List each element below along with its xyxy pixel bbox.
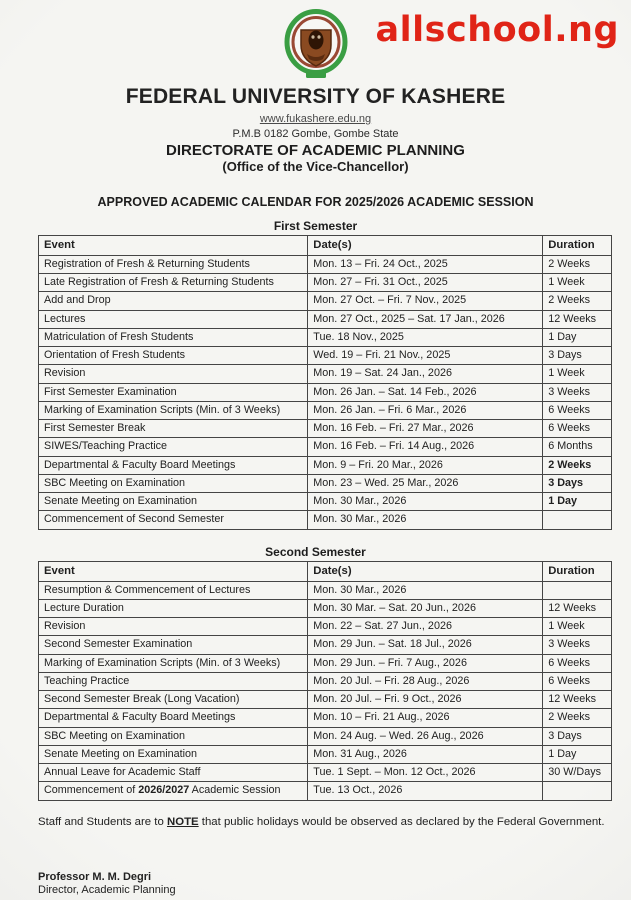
- signature-block: [38, 871, 631, 896]
- date-cell: Mon. 24 Aug. – Wed. 26 Aug., 2026: [308, 727, 543, 745]
- table-row: [39, 401, 612, 419]
- allschool-watermark: allschool.ng: [375, 10, 619, 50]
- table-row: [39, 511, 612, 529]
- event-cell: Commencement of 2026/2027 Academic Session: [39, 782, 308, 800]
- date-cell: Tue. 13 Oct., 2026: [308, 782, 543, 800]
- website-link[interactable]: www.fukashere.edu.ng: [259, 113, 372, 125]
- event-cell: Second Semester Examination: [39, 636, 308, 654]
- duration-cell: 1 Day: [543, 745, 612, 763]
- column-header: Event: [39, 561, 308, 581]
- duration-cell: 3 Weeks: [543, 636, 612, 654]
- duration-cell: 6 Weeks: [543, 654, 612, 672]
- event-cell: Annual Leave for Academic Staff: [39, 764, 308, 782]
- duration-cell: [543, 581, 612, 599]
- calendar-title: APPROVED ACADEMIC CALENDAR FOR 2025/2026 ACADEMIC SESSION: [97, 195, 534, 209]
- date-cell: Wed. 19 – Fri. 21 Nov., 2025: [308, 347, 543, 365]
- event-cell: Matriculation of Fresh Students: [39, 328, 308, 346]
- date-cell: Mon. 26 Jan. – Sat. 14 Feb., 2026: [308, 383, 543, 401]
- date-cell: Mon. 27 – Fri. 31 Oct., 2025: [308, 274, 543, 292]
- holiday-note: [38, 814, 612, 832]
- duration-cell: 12 Weeks: [543, 691, 612, 709]
- date-cell: Mon. 30 Mar., 2026: [308, 493, 543, 511]
- table-row: [39, 764, 612, 782]
- note-prefix: Staff and Students are to: [38, 815, 167, 828]
- date-cell: Mon. 20 Jul. – Fri. 28 Aug., 2026: [308, 672, 543, 690]
- duration-cell: 1 Week: [543, 618, 612, 636]
- event-cell: Lectures: [39, 310, 308, 328]
- event-cell: Resumption & Commencement of Lectures: [39, 581, 308, 599]
- event-cell: SBC Meeting on Examination: [39, 474, 308, 492]
- date-cell: Mon. 29 Jun. – Fri. 7 Aug., 2026: [308, 654, 543, 672]
- date-cell: Mon. 29 Jun. – Sat. 18 Jul., 2026: [308, 636, 543, 654]
- duration-cell: 6 Months: [543, 438, 612, 456]
- signatory-name: Professor M. M. Degri: [38, 871, 152, 884]
- duration-cell: 3 Days: [543, 727, 612, 745]
- office-subtitle: (Office of the Vice-Chancellor): [222, 159, 409, 174]
- event-cell: Add and Drop: [39, 292, 308, 310]
- date-cell: Mon. 22 – Sat. 27 Jun., 2026: [308, 618, 543, 636]
- note-suffix: that public holidays would be observed as declared by the Federal Government.: [198, 815, 605, 828]
- table-row: [39, 420, 612, 438]
- duration-cell: 6 Weeks: [543, 401, 612, 419]
- table-row: [39, 745, 612, 763]
- event-cell: Senate Meeting on Examination: [39, 493, 308, 511]
- table-header-row: [39, 236, 612, 256]
- table-row: [39, 310, 612, 328]
- second-semester-table: [38, 561, 612, 801]
- table-row: [39, 383, 612, 401]
- duration-cell: 1 Day: [543, 493, 612, 511]
- table-row: [39, 654, 612, 672]
- table-row: [39, 636, 612, 654]
- table-row: [39, 456, 612, 474]
- table-row: [39, 581, 612, 599]
- first-semester-caption: First Semester: [273, 219, 358, 233]
- table-header-row: [39, 561, 612, 581]
- date-cell: Mon. 27 Oct., 2025 – Sat. 17 Jan., 2026: [308, 310, 543, 328]
- duration-cell: 1 Week: [543, 274, 612, 292]
- date-cell: Mon. 30 Mar., 2026: [308, 511, 543, 529]
- date-cell: Mon. 19 – Sat. 24 Jan., 2026: [308, 365, 543, 383]
- table-row: [39, 438, 612, 456]
- table-row: [39, 474, 612, 492]
- date-cell: Mon. 9 – Fri. 20 Mar., 2026: [308, 456, 543, 474]
- date-cell: Mon. 13 – Fri. 24 Oct., 2025: [308, 255, 543, 273]
- address-line: P.M.B 0182 Gombe, Gombe State: [232, 128, 399, 140]
- duration-cell: 30 W/Days: [543, 764, 612, 782]
- table-row: [39, 599, 612, 617]
- event-cell: First Semester Break: [39, 420, 308, 438]
- event-cell: Lecture Duration: [39, 599, 308, 617]
- date-cell: Mon. 20 Jul. – Fri. 9 Oct., 2026: [308, 691, 543, 709]
- table-row: [39, 365, 612, 383]
- duration-cell: 2 Weeks: [543, 255, 612, 273]
- date-cell: Mon. 16 Feb. – Fri. 14 Aug., 2026: [308, 438, 543, 456]
- date-cell: Mon. 30 Mar. – Sat. 20 Jun., 2026: [308, 599, 543, 617]
- event-cell: Teaching Practice: [39, 672, 308, 690]
- signatory-title: Director, Academic Planning: [38, 884, 176, 897]
- table-row: [39, 782, 612, 800]
- event-cell: Registration of Fresh & Returning Students: [39, 255, 308, 273]
- column-header: Date(s): [308, 236, 543, 256]
- event-cell: Senate Meeting on Examination: [39, 745, 308, 763]
- note-emphasis: NOTE: [166, 815, 199, 828]
- duration-cell: 2 Weeks: [543, 456, 612, 474]
- duration-cell: 1 Day: [543, 328, 612, 346]
- date-cell: Mon. 27 Oct. – Fri. 7 Nov., 2025: [308, 292, 543, 310]
- event-cell: Late Registration of Fresh & Returning Students: [39, 274, 308, 292]
- event-cell: Commencement of Second Semester: [39, 511, 308, 529]
- table-row: [39, 347, 612, 365]
- duration-cell: 3 Days: [543, 474, 612, 492]
- duration-cell: 12 Weeks: [543, 599, 612, 617]
- table-row: [39, 255, 612, 273]
- column-header: Duration: [543, 561, 612, 581]
- event-cell: SBC Meeting on Examination: [39, 727, 308, 745]
- table-row: [39, 691, 612, 709]
- table-row: [39, 328, 612, 346]
- table-row: [39, 727, 612, 745]
- date-cell: Mon. 26 Jan. – Fri. 6 Mar., 2026: [308, 401, 543, 419]
- date-cell: Mon. 16 Feb. – Fri. 27 Mar., 2026: [308, 420, 543, 438]
- date-cell: Mon. 23 – Wed. 25 Mar., 2026: [308, 474, 543, 492]
- event-cell: Departmental & Faculty Board Meetings: [39, 456, 308, 474]
- duration-cell: [543, 511, 612, 529]
- table-row: [39, 292, 612, 310]
- duration-cell: 2 Weeks: [543, 709, 612, 727]
- duration-cell: 2 Weeks: [543, 292, 612, 310]
- event-cell: First Semester Examination: [39, 383, 308, 401]
- university-name: FEDERAL UNIVERSITY OF KASHERE: [125, 85, 506, 108]
- event-cell: SIWES/Teaching Practice: [39, 438, 308, 456]
- date-cell: Tue. 1 Sept. – Mon. 12 Oct., 2026: [308, 764, 543, 782]
- duration-cell: 3 Weeks: [543, 383, 612, 401]
- date-cell: Mon. 30 Mar., 2026: [308, 581, 543, 599]
- duration-cell: 3 Days: [543, 347, 612, 365]
- table-row: [39, 274, 612, 292]
- first-semester-table: [38, 235, 612, 530]
- table-row: [39, 709, 612, 727]
- duration-cell: 12 Weeks: [543, 310, 612, 328]
- date-cell: Tue. 18 Nov., 2025: [308, 328, 543, 346]
- duration-cell: [543, 782, 612, 800]
- university-crest-icon: [283, 9, 349, 81]
- document-header: [0, 85, 631, 209]
- table-row: [39, 493, 612, 511]
- event-cell: Marking of Examination Scripts (Min. of 3 Weeks): [39, 654, 308, 672]
- duration-cell: 6 Weeks: [543, 420, 612, 438]
- duration-cell: 6 Weeks: [543, 672, 612, 690]
- column-header: Event: [39, 236, 308, 256]
- event-cell: Marking of Examination Scripts (Min. of 3 Weeks): [39, 401, 308, 419]
- column-header: Duration: [543, 236, 612, 256]
- second-semester-caption: Second Semester: [265, 544, 366, 559]
- date-cell: Mon. 10 – Fri. 21 Aug., 2026: [308, 709, 543, 727]
- date-cell: Mon. 31 Aug., 2026: [308, 745, 543, 763]
- event-cell: Orientation of Fresh Students: [39, 347, 308, 365]
- event-cell: Revision: [39, 365, 308, 383]
- column-header: Date(s): [308, 561, 543, 581]
- event-cell: Departmental & Faculty Board Meetings: [39, 709, 308, 727]
- event-cell: Second Semester Break (Long Vacation): [39, 691, 308, 709]
- duration-cell: 1 Week: [543, 365, 612, 383]
- table-row: [39, 672, 612, 690]
- directorate-title: DIRECTORATE OF ACADEMIC PLANNING: [166, 142, 465, 159]
- event-cell: Revision: [39, 618, 308, 636]
- table-row: [39, 618, 612, 636]
